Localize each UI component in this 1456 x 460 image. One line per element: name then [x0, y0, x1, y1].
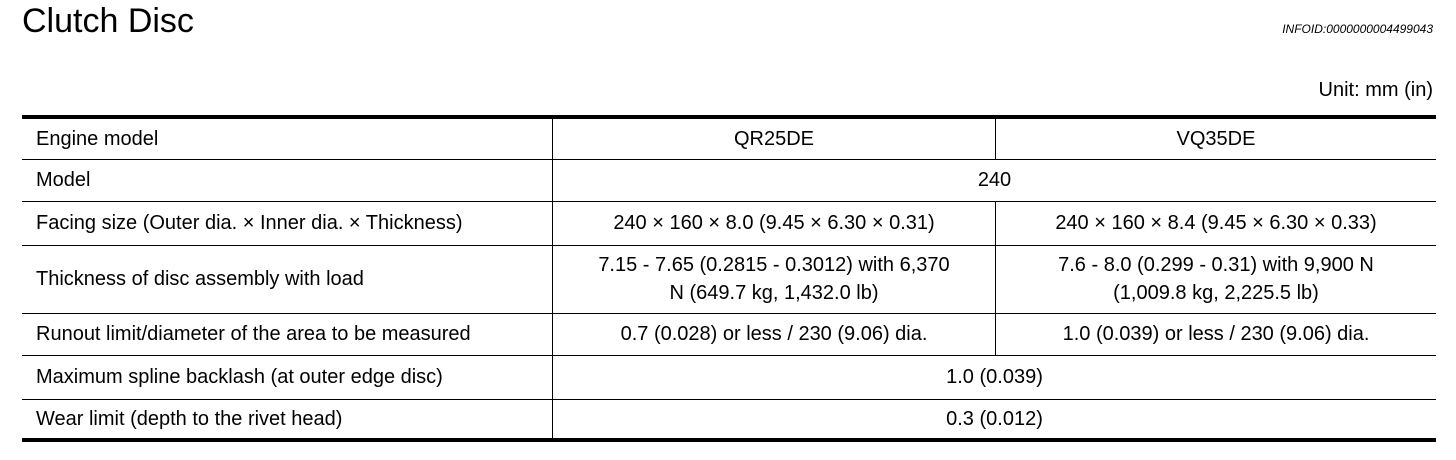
value-disc-thickness-qr25de: [553, 245, 996, 313]
row-label-facing-size: Facing size (Outer dia. × Inner dia. × Thickness): [22, 201, 553, 245]
table-row-disc-thickness: [22, 245, 1436, 313]
row-label-model: Model: [22, 159, 553, 201]
table-row-wear-limit: [22, 399, 1436, 440]
value-disc-thickness-qr25de-line2: N (649.7 kg, 1,432.0 lb): [669, 282, 879, 304]
value-runout-limit-qr25de: 0.7 (0.028) or less / 230 (9.06) dia.: [553, 313, 996, 355]
value-disc-thickness-qr25de-line1: 7.15 - 7.65 (0.2815 - 0.3012) with 6,370: [598, 254, 950, 276]
value-disc-thickness-vq35de-line1: 7.6 - 8.0 (0.299 - 0.31) with 9,900 N: [1058, 254, 1374, 276]
page-title: Clutch Disc: [22, 2, 194, 40]
table-header-row: [22, 117, 1436, 159]
header-vq35de: VQ35DE: [996, 117, 1437, 159]
row-label-runout-limit: Runout limit/diameter of the area to be measured: [22, 313, 553, 355]
value-facing-size-qr25de: 240 × 160 × 8.0 (9.45 × 6.30 × 0.31): [553, 201, 996, 245]
table-row-spline-backlash: [22, 355, 1436, 399]
value-model: 240: [553, 159, 1437, 201]
value-disc-thickness-vq35de-line2: (1,009.8 kg, 2,225.5 lb): [1113, 282, 1319, 304]
row-label-spline-backlash: Maximum spline backlash (at outer edge disc): [22, 355, 553, 399]
info-id: INFOID:0000000004499043: [1282, 22, 1433, 36]
table-row-runout-limit: [22, 313, 1436, 355]
value-facing-size-vq35de: 240 × 160 × 8.4 (9.45 × 6.30 × 0.33): [996, 201, 1437, 245]
header-engine-model-label: Engine model: [22, 117, 553, 159]
table-row-facing-size: [22, 201, 1436, 245]
header-qr25de: QR25DE: [553, 117, 996, 159]
value-spline-backlash: 1.0 (0.039): [553, 355, 1437, 399]
table-row-model: [22, 159, 1436, 201]
row-label-wear-limit: Wear limit (depth to the rivet head): [22, 399, 553, 440]
value-disc-thickness-vq35de: [996, 245, 1437, 313]
row-label-disc-thickness: Thickness of disc assembly with load: [22, 245, 553, 313]
unit-label: Unit: mm (in): [1318, 79, 1433, 101]
value-runout-limit-vq35de: 1.0 (0.039) or less / 230 (9.06) dia.: [996, 313, 1437, 355]
value-wear-limit: 0.3 (0.012): [553, 399, 1437, 440]
clutch-disc-spec-table: [22, 115, 1436, 442]
